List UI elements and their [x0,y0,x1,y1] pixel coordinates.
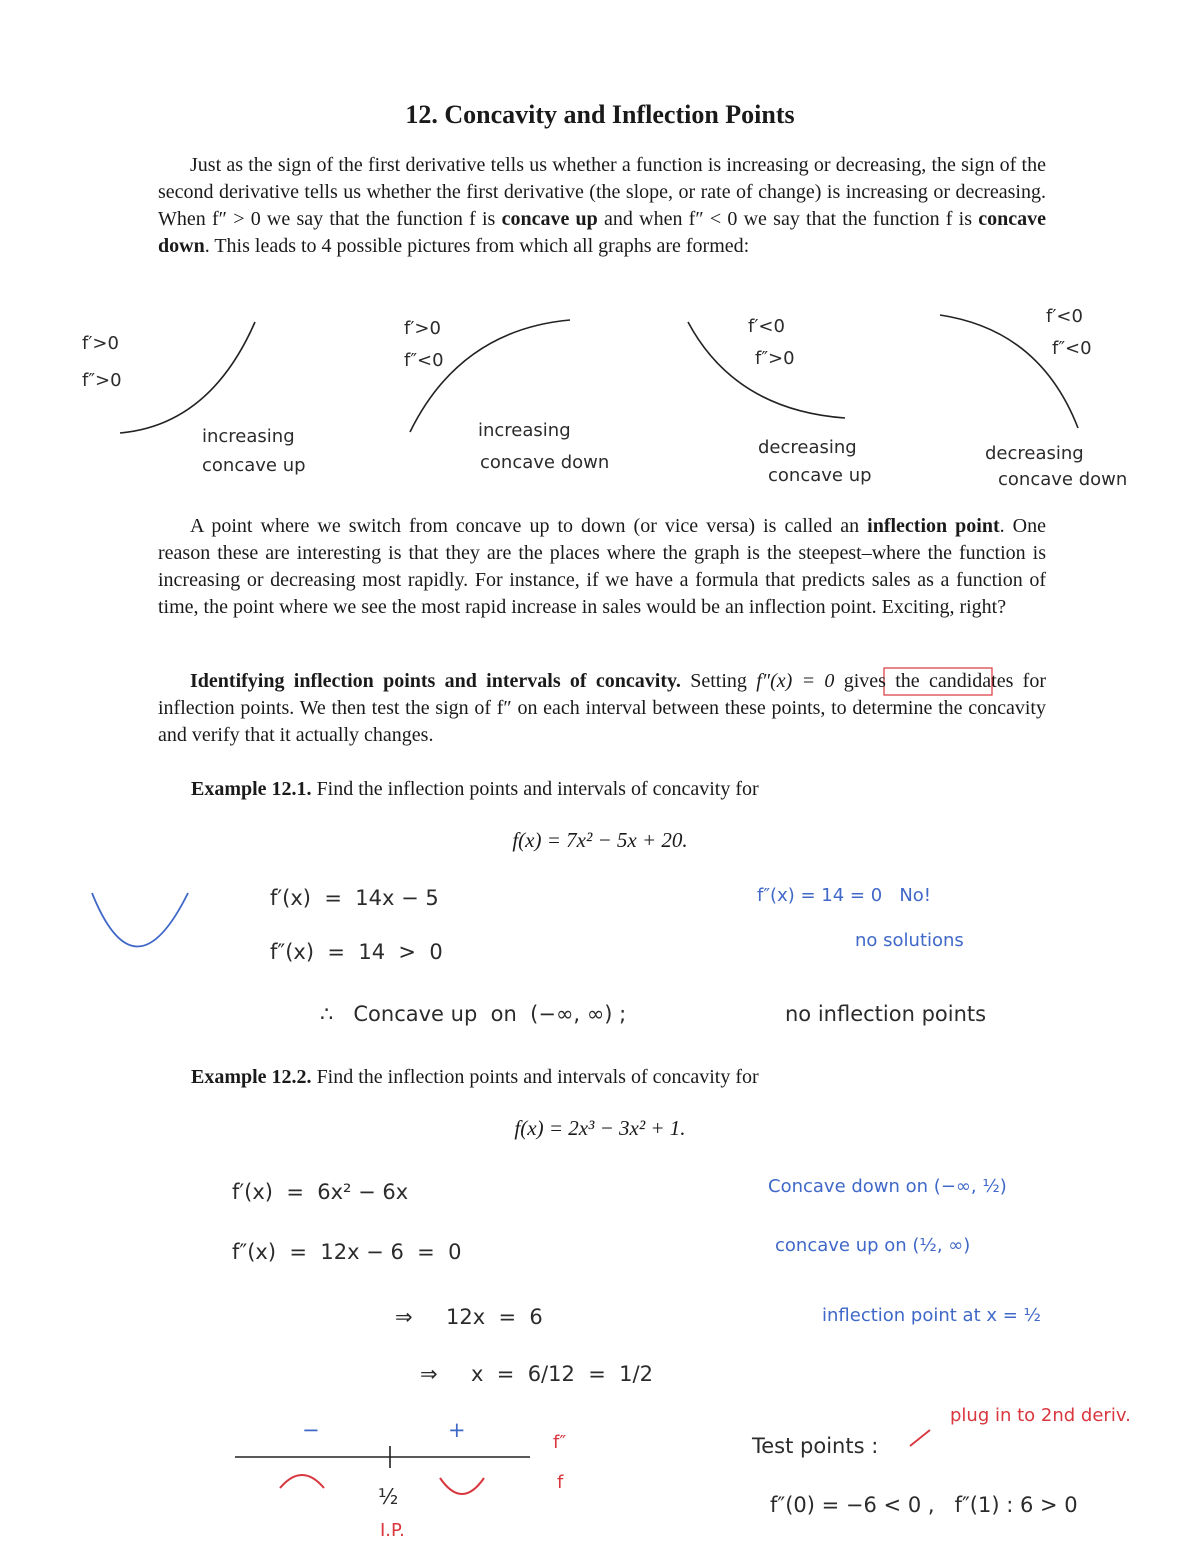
test-point-results: f″(0) = −6 < 0 , f″(1) : 6 > 0 [770,1493,1078,1517]
ex1-side-note-1: f″(x) = 14 = 0 No! [757,885,932,906]
pic4-deriv1: f′<0 [1046,306,1083,327]
label-fpp: f″ [553,1432,567,1453]
ex2-line-1: f′(x) = 6x² − 6x [232,1180,409,1204]
ex2-concave-up: concave up on (½, ∞) [775,1235,971,1256]
example-2-label: Example 12.2. [191,1066,312,1088]
label-ip: I.P. [380,1520,405,1541]
pic4-deriv2: f″<0 [1052,338,1092,359]
pic2-deriv1: f′>0 [404,318,441,339]
label-f: f [557,1472,564,1493]
pic4-word1: decreasing [985,443,1084,464]
identify-text-2: gives the candidates for inflection points. We then test the sign of f″ on each interval between these points, to determine the concavity and verify that it actually changes. [158,670,1047,746]
inflection-paragraph [158,513,1046,621]
concave-down-mark [280,1475,324,1488]
ex1-side-note-2: no solutions [855,930,964,951]
pic2-word1: increasing [478,420,571,441]
ex2-line-4: ⇒ x = 6/12 = 1/2 [420,1362,653,1386]
example-1-formula: f(x) = 7x² − 5x + 20. [512,828,688,852]
ex1-conclusion: ∴ Concave up on (−∞, ∞) ; [320,1002,627,1026]
concave-up-sketch [92,893,188,947]
example-12-1 [191,778,759,801]
intro-text-3: . This leads to 4 possible pictures from which all graphs are formed: [204,235,750,257]
pic1-word1: increasing [202,426,295,447]
pic1-deriv2: f″>0 [82,370,122,391]
pic3-word1: decreasing [758,437,857,458]
test-points-label: Test points : [752,1434,879,1458]
term-concave-up: concave up [501,208,598,230]
ex2-line-2: f″(x) = 12x − 6 = 0 [232,1240,462,1264]
inflection-text-2: . One reason these are interesting is that they are the places where the graph is the steepest–where the function is increasing or decreasing most rapidly. For instance, if we have a formula that predicts sales as a function of time, the point where we see the most rapid increase in sales would be an inflection point. Exciting, right? [158,515,1046,618]
plug-note: plug in to 2nd deriv. [950,1405,1131,1426]
ex1-line-2: f″(x) = 14 > 0 [270,940,443,964]
arrow-mark [910,1430,930,1446]
ex1-line-1: f′(x) = 14x − 5 [270,886,439,910]
ex2-line-3: ⇒ 12x = 6 [395,1305,543,1329]
example-1-text: Find the inflection points and intervals of concavity for [311,778,759,800]
sign-plus: + [448,1418,466,1442]
intro-text-2: and when f″ < 0 we say that the function f is [597,208,979,230]
example-1-label: Example 12.1. [191,778,312,800]
inflection-text-1: A point where we switch from concave up to down (or vice versa) is called an [190,515,868,537]
term-concave-down: concave down [158,208,1047,257]
pic2-deriv2: f″<0 [404,350,444,371]
pic3-deriv1: f′<0 [748,316,785,337]
term-inflection-point: inflection point [867,515,1000,537]
ex2-concave-down: Concave down on (−∞, ½) [768,1176,1007,1197]
pic3-deriv2: f″>0 [755,348,795,369]
identify-heading: Identifying inflection points and intervals of concavity. [190,670,681,692]
page-title: 12. Concavity and Inflection Points [405,100,795,129]
example-2-text: Find the inflection points and intervals of concavity for [311,1066,759,1088]
identify-text-1: Setting [680,670,757,692]
intro-text-1: Just as the sign of the first derivative tells us whether a function is increasing or decreasing, the sign of the second derivative tells us whether the first derivative (the slope, or rate of change) is increasing or decreasing. When f″ > 0 we say that the function f is [158,154,1046,230]
pic3-word2: concave up [768,465,872,486]
example-2-formula: f(x) = 2x³ − 3x² + 1. [514,1116,686,1140]
ex2-inflection-point: inflection point at x = ½ [822,1305,1041,1326]
identify-paragraph [158,668,1046,749]
curve-decreasing-concave-down [940,315,1078,428]
sign-minus: − [302,1418,320,1442]
curve-increasing-concave-up [120,322,255,433]
pic1-deriv1: f′>0 [82,333,119,354]
pic4-word2: concave down [998,469,1128,490]
boxed-equation: f″(x) = 0 [756,670,835,692]
concave-up-mark [440,1478,484,1494]
ex1-no-inflection: no inflection points [785,1002,987,1026]
label-half: ½ [378,1485,399,1509]
example-12-2 [191,1066,759,1089]
pic2-word2: concave down [480,452,610,473]
pic1-word2: concave up [202,455,306,476]
